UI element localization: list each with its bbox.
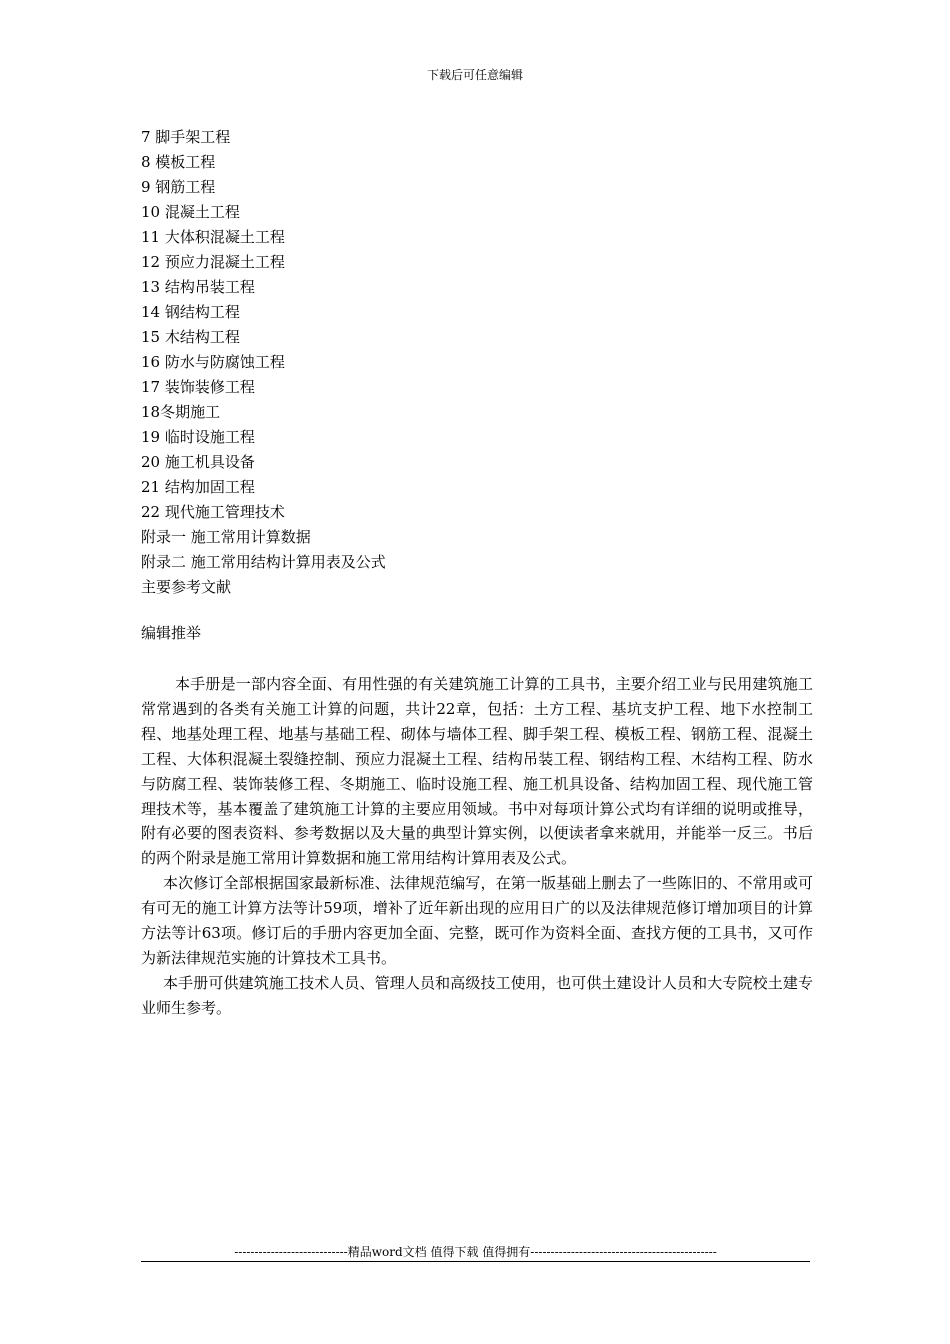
page-footer: ----------------------------精品word文档 值得下载 值得拥有----------------------------------------------	[234, 1245, 717, 1259]
toc-item: 附录二 施工常用结构计算用表及公式	[141, 553, 386, 571]
toc-item: 附录一 施工常用计算数据	[141, 528, 311, 546]
toc-item: 12 预应力混凝土工程	[141, 253, 285, 271]
toc-item: 13 结构吊装工程	[141, 278, 255, 296]
toc-item: 20 施工机具设备	[141, 453, 255, 471]
footer-divider	[141, 1261, 810, 1262]
page-header: 下载后可任意编辑	[426, 68, 523, 82]
toc-item: 7 脚手架工程	[141, 128, 231, 146]
paragraph: 本次修订全部根据国家最新标准、法律规范编写，在第一版基础上删去了一些陈旧的、不常用或可有可无的施工计算方法等计59项，增补了近年新出现的应用日广的以及法律规范修订增加项目的计算方法等计63项。修订后的手册内容更加全面、完整，既可作为资料全面、查找方便的工具书，又可作为新法律规范实施的计算技术工具书。	[141, 874, 813, 967]
table-of-contents	[141, 125, 821, 600]
toc-item: 8 模板工程	[141, 153, 216, 171]
toc-item: 21 结构加固工程	[141, 478, 255, 496]
section-title: 编辑推举	[141, 624, 202, 642]
toc-item: 22 现代施工管理技术	[141, 503, 285, 521]
toc-item: 16 防水与防腐蚀工程	[141, 353, 285, 371]
toc-item: 9 钢筋工程	[141, 178, 216, 196]
paragraph: 本手册可供建筑施工技术人员、管理人员和高级技工使用，也可供土建设计人员和大专院校土建专业师生参考。	[141, 973, 813, 1017]
toc-item: 11 大体积混凝土工程	[141, 228, 285, 246]
body-text	[141, 672, 813, 1021]
toc-item: 19 临时设施工程	[141, 428, 255, 446]
toc-item: 10 混凝土工程	[141, 203, 240, 221]
toc-item: 17 装饰装修工程	[141, 378, 255, 396]
toc-item: 14 钢结构工程	[141, 303, 240, 321]
paragraph: 本手册是一部内容全面、有用性强的有关建筑施工计算的工具书，主要介绍工业与民用建筑施工常常遇到的各类有关施工计算的问题，共计22章，包括：土方工程、基坑支护工程、地下水控制工程、地基处理工程、地基与基础工程、砌体与墙体工程、脚手架工程、模板工程、钢筋工程、混凝土工程、大体积混凝土裂缝控制、预应力混凝土工程、结构吊装工程、钢结构工程、木结构工程、防水与防腐工程、装饰装修工程、冬期施工、临时设施工程、施工机具设备、结构加固工程、现代施工管理技术等，基本覆盖了建筑施工计算的主要应用领域。书中对每项计算公式均有详细的说明或推导，附有必要的图表资料、参考数据以及大量的典型计算实例，以便读者拿来就用，并能举一反三。书后的两个附录是施工常用计算数据和施工常用结构计算用表及公式。	[141, 675, 813, 868]
toc-item: 主要参考文献	[141, 578, 232, 596]
toc-item: 18冬期施工	[141, 403, 221, 421]
toc-item: 15 木结构工程	[141, 328, 240, 346]
